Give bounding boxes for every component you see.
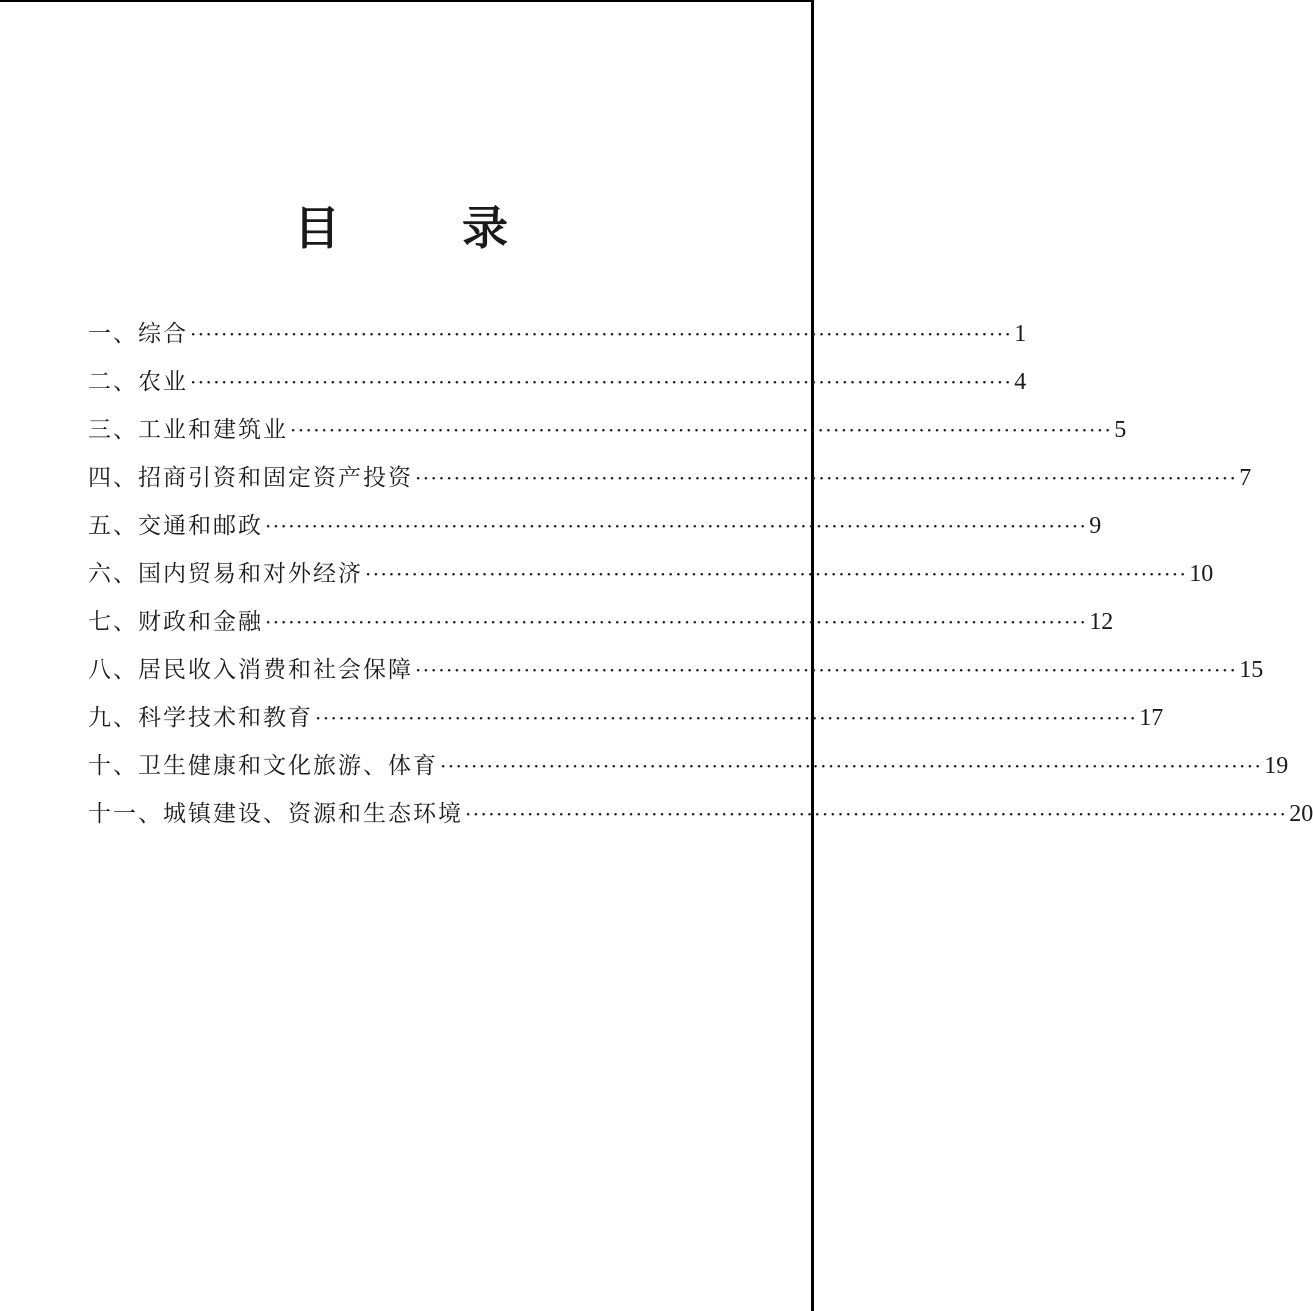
toc-entry-label: 一、综合 <box>88 321 188 347</box>
toc-leader-dots: ·········································································································· <box>415 466 1238 490</box>
toc-page-number: 7 <box>1239 465 1252 491</box>
toc-entry-label: 七、财政和金融 <box>88 609 263 635</box>
toc-page-number: 5 <box>1114 417 1127 443</box>
toc-leader-dots: ·········································································································· <box>265 514 1088 538</box>
toc-leader-dots: ·········································································································· <box>190 370 1013 394</box>
toc-page-number: 12 <box>1089 609 1114 635</box>
toc-entry-label: 九、科学技术和教育 <box>88 705 313 731</box>
toc-entry[interactable] <box>88 396 1127 444</box>
table-of-contents <box>88 300 1313 828</box>
toc-leader-dots: ·········································································································· <box>440 754 1263 778</box>
toc-entry[interactable] <box>88 300 1027 348</box>
toc-entry[interactable] <box>88 636 1264 684</box>
toc-page-number: 20 <box>1289 801 1313 827</box>
toc-leader-dots: ·········································································································· <box>415 658 1238 682</box>
toc-entry[interactable] <box>88 444 1252 492</box>
toc-entry-label: 五、交通和邮政 <box>88 513 263 539</box>
toc-leader-dots: ·········································································································· <box>365 562 1188 586</box>
toc-entry-label: 十、卫生健康和文化旅游、体育 <box>88 753 438 779</box>
toc-leader-dots: ·········································································································· <box>315 706 1138 730</box>
toc-leader-dots: ·········································································································· <box>190 322 1013 346</box>
toc-page-number: 4 <box>1014 369 1027 395</box>
toc-leader-dots: ·········································································································· <box>465 802 1288 826</box>
toc-page-number: 19 <box>1264 753 1289 779</box>
toc-entry-label: 八、居民收入消费和社会保障 <box>88 657 413 683</box>
toc-entry-label: 六、国内贸易和对外经济 <box>88 561 363 587</box>
toc-entry-label: 十一、城镇建设、资源和生态环境 <box>88 801 463 827</box>
toc-page-number: 9 <box>1089 513 1102 539</box>
toc-entry-label: 三、工业和建筑业 <box>88 417 288 443</box>
toc-entry[interactable] <box>88 732 1289 780</box>
toc-entry[interactable] <box>88 348 1027 396</box>
toc-page-number: 1 <box>1014 321 1027 347</box>
toc-entry[interactable] <box>88 684 1164 732</box>
toc-page-number: 15 <box>1239 657 1264 683</box>
toc-entry[interactable] <box>88 780 1313 828</box>
toc-entry[interactable] <box>88 540 1214 588</box>
toc-leader-dots: ·········································································································· <box>265 610 1088 634</box>
page-title: 目 录 <box>294 201 546 255</box>
toc-leader-dots: ·········································································································· <box>290 418 1113 442</box>
toc-page-number: 17 <box>1139 705 1164 731</box>
toc-page-number: 10 <box>1189 561 1214 587</box>
toc-entry[interactable] <box>88 492 1102 540</box>
toc-entry-label: 二、农业 <box>88 369 188 395</box>
toc-entry[interactable] <box>88 588 1114 636</box>
toc-entry-label: 四、招商引资和固定资产投资 <box>88 465 413 491</box>
